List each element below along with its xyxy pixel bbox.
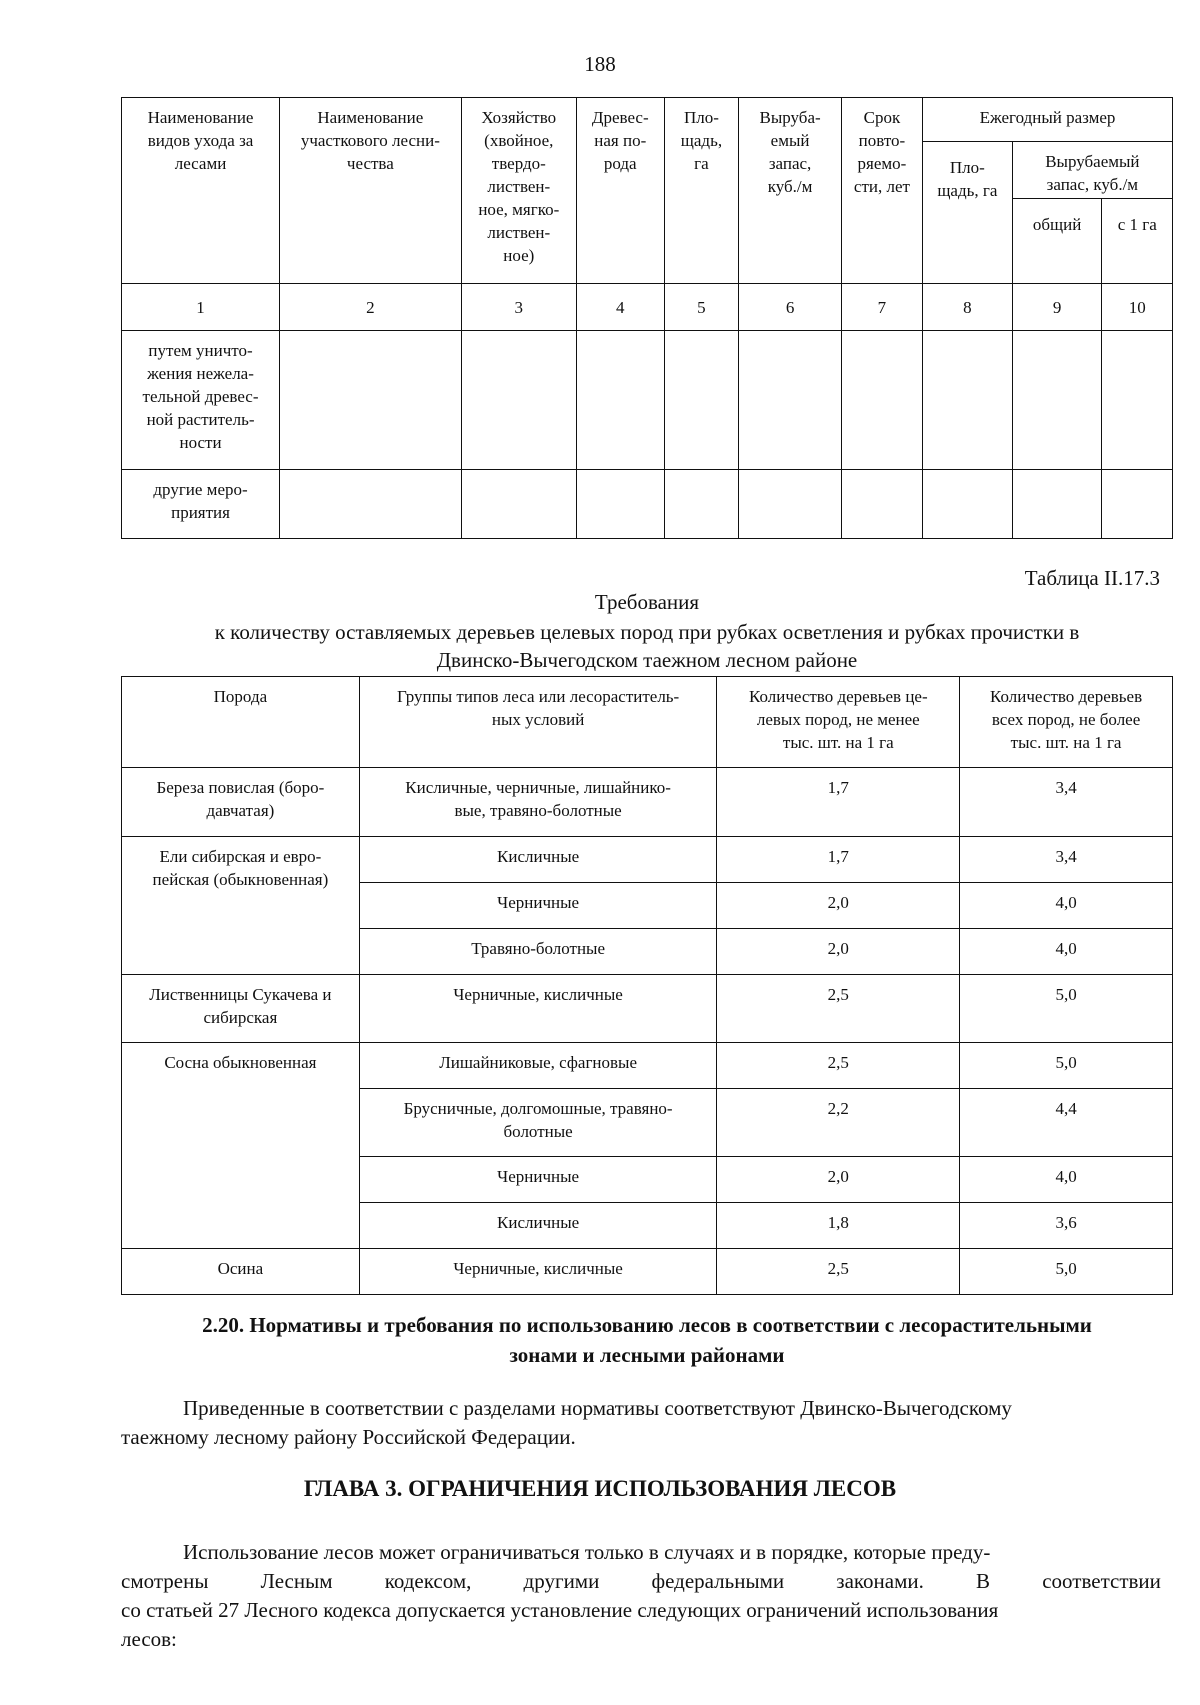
all-cell: 5,0 — [960, 975, 1173, 1043]
group-cell — [359, 1043, 717, 1089]
text-line: ряемо- — [857, 154, 907, 173]
all-cell: 3,4 — [960, 837, 1173, 883]
text-line: давчатая) — [206, 801, 275, 820]
text-line: Сосна обыкновенная — [164, 1053, 317, 1072]
all-cell: 3,4 — [960, 768, 1173, 837]
column-number: 3 — [461, 284, 576, 331]
text-line: емый — [770, 131, 810, 150]
all-cell: 4,0 — [960, 883, 1173, 929]
text-line: Черничные, кисличные — [453, 985, 623, 1004]
text-line: щадь, — [680, 131, 723, 150]
section-heading-line: зонами и лесными районами — [509, 1343, 785, 1367]
text-line: щадь, га — [937, 181, 998, 200]
target-cell: 2,5 — [717, 1249, 960, 1295]
target-cell: 2,5 — [717, 975, 960, 1043]
species-cell — [122, 1043, 360, 1249]
text-line: Количество деревьев — [990, 687, 1143, 706]
table-row — [122, 837, 1173, 883]
table-row — [122, 768, 1173, 837]
target-cell: 2,0 — [717, 883, 960, 929]
column-number: 9 — [1012, 284, 1102, 331]
text-line: ных условий — [491, 710, 585, 729]
target-cell: 1,7 — [717, 837, 960, 883]
word: другими — [523, 1569, 600, 1593]
text-line: Ели сибирская и евро- — [159, 847, 322, 866]
target-cell: 2,0 — [717, 929, 960, 975]
table-row — [122, 1249, 1173, 1295]
group-cell — [359, 975, 717, 1043]
paragraph — [121, 1538, 1161, 1654]
text-line: Древес- — [591, 108, 649, 127]
target-cell: 1,7 — [717, 768, 960, 837]
page-number: 188 — [584, 52, 616, 76]
all-cell: 4,0 — [960, 929, 1173, 975]
word: В — [976, 1569, 991, 1593]
text-line: тыс. шт. на 1 га — [1010, 733, 1122, 752]
header-forest-groups — [359, 677, 717, 768]
text-line: повто- — [858, 131, 906, 150]
row-label — [122, 470, 280, 539]
text-line: Брусничные, долгомошные, травяно- — [403, 1099, 673, 1118]
text-line: ности — [179, 433, 222, 452]
paragraph-line: Использование лесов может ограничиваться только в случаях и в порядке, которые преду- — [183, 1540, 991, 1564]
text-line: (хвойное, — [484, 131, 554, 150]
header-volume-per-ha: с 1 га — [1102, 199, 1173, 284]
paragraph-line — [121, 1567, 1161, 1596]
word: Лесным — [260, 1569, 333, 1593]
paragraph — [121, 1394, 1161, 1452]
text-line: тыс. шт. на 1 га — [782, 733, 894, 752]
header-annual-size: Ежегодный размер — [923, 98, 1173, 142]
text-line: Хозяйство — [481, 108, 557, 127]
text-line: твердо- — [491, 154, 546, 173]
text-line: ное, мягко- — [478, 200, 560, 219]
target-cell: 1,8 — [717, 1203, 960, 1249]
header-annual-area — [923, 142, 1013, 284]
word: законами. — [836, 1569, 924, 1593]
target-cell: 2,2 — [717, 1089, 960, 1157]
column-number: 10 — [1102, 284, 1173, 331]
species-cell — [122, 1249, 360, 1295]
all-cell: 5,0 — [960, 1249, 1173, 1295]
group-cell — [359, 837, 717, 883]
text-line: ное) — [503, 246, 535, 265]
group-cell — [359, 768, 717, 837]
column-number: 1 — [122, 284, 280, 331]
text-line: Травяно-болотные — [471, 939, 606, 958]
row-label — [122, 331, 280, 470]
target-cell: 2,5 — [717, 1043, 960, 1089]
header-economy — [461, 98, 576, 284]
text-line: Пло- — [949, 158, 985, 177]
text-line: запас, куб./м — [1046, 175, 1139, 194]
text-line: ная по- — [594, 131, 647, 150]
text-line: Наименование — [147, 108, 254, 127]
column-number: 7 — [841, 284, 922, 331]
column-number: 6 — [739, 284, 842, 331]
text-line: чества — [346, 154, 394, 173]
table-number-label: Таблица II.17.3 — [1024, 566, 1160, 590]
species-cell — [122, 837, 360, 975]
word: федеральными — [651, 1569, 785, 1593]
text-line: Количество деревьев це- — [748, 687, 928, 706]
section-heading-line: 2.20. Нормативы и требования по использованию лесов в соответствии с лесорастительными — [202, 1313, 1092, 1337]
header-species: Порода — [122, 677, 360, 768]
text-line: болотные — [503, 1122, 573, 1141]
table-row — [122, 1043, 1173, 1089]
text-line: Выруба- — [759, 108, 821, 127]
text-line: жения нежела- — [147, 364, 254, 383]
group-cell — [359, 929, 717, 975]
text-line: ной раститель- — [146, 410, 255, 429]
paragraph-line: Приведенные в соответствии с разделами нормативы соответствуют Двинско-Вычегодскому — [183, 1396, 1012, 1420]
text-line: рода — [603, 154, 637, 173]
text-line: вые, травяно-болотные — [454, 801, 622, 820]
text-line: Срок — [863, 108, 901, 127]
table-row — [122, 470, 1173, 539]
care-types-table — [121, 97, 1173, 539]
text-line: Осина — [217, 1259, 264, 1278]
text-line: куб./м — [767, 177, 813, 196]
header-cut-volume — [739, 98, 842, 284]
text-line: га — [694, 154, 709, 173]
header-all-count — [960, 677, 1173, 768]
table-row — [122, 331, 1173, 470]
text-line: левых пород, не менее — [756, 710, 920, 729]
text-line: листвен- — [487, 223, 551, 242]
all-cell: 4,0 — [960, 1157, 1173, 1203]
species-cell — [122, 975, 360, 1043]
paragraph-line: лесов: — [121, 1627, 177, 1651]
table-caption-title: Требования — [594, 590, 700, 614]
text-line: Кисличные — [497, 847, 580, 866]
group-cell — [359, 1203, 717, 1249]
text-line: Черничные — [497, 893, 580, 912]
text-line: Наименование — [317, 108, 424, 127]
header-target-count — [717, 677, 960, 768]
header-tree-species — [576, 98, 664, 284]
text-line: видов ухода за — [147, 131, 254, 150]
group-cell — [359, 883, 717, 929]
text-line: Вырубаемый — [1045, 152, 1140, 171]
text-line: Лиственницы Сукачева и — [149, 985, 332, 1004]
species-cell — [122, 768, 360, 837]
column-number: 2 — [280, 284, 462, 331]
text-line: Пло- — [683, 108, 719, 127]
table-caption-line: к количеству оставляемых деревьев целевых пород при рубках осветления и рубках прочистки в — [214, 620, 1080, 644]
column-number: 8 — [923, 284, 1013, 331]
section-heading — [121, 1310, 1173, 1370]
text-line: приятия — [171, 503, 230, 522]
header-area — [664, 98, 739, 284]
word: смотрены — [121, 1569, 209, 1593]
text-line: путем уничто- — [148, 341, 253, 360]
text-line: всех пород, не более — [991, 710, 1141, 729]
table-row — [122, 975, 1173, 1043]
target-cell: 2,0 — [717, 1157, 960, 1203]
text-line: Береза повислая (боро- — [156, 778, 325, 797]
text-line: лесами — [174, 154, 227, 173]
header-care-types — [122, 98, 280, 284]
header-repeat-period — [841, 98, 922, 284]
text-line: запас, — [768, 154, 812, 173]
all-cell: 5,0 — [960, 1043, 1173, 1089]
header-forestry-district — [280, 98, 462, 284]
text-line: листвен- — [487, 177, 551, 196]
column-numbers-row — [122, 284, 1173, 331]
word: соответствии — [1042, 1569, 1161, 1593]
word: кодексом, — [384, 1569, 472, 1593]
text-line: тельной древес- — [142, 387, 259, 406]
text-line: Кисличные, черничные, лишайнико- — [405, 778, 671, 797]
column-number: 4 — [576, 284, 664, 331]
table-caption-line: Двинско-Вычегодском таежном лесном районе — [436, 648, 858, 672]
text-line: сибирская — [203, 1008, 278, 1027]
text-line: Лишайниковые, сфагновые — [439, 1053, 638, 1072]
text-line: участкового лесни- — [300, 131, 440, 150]
paragraph-line: со статьей 27 Лесного кодекса допускается установление следующих ограничений использования — [121, 1598, 999, 1622]
chapter-heading: ГЛАВА 3. ОГРАНИЧЕНИЯ ИСПОЛЬЗОВАНИЯ ЛЕСОВ — [303, 1476, 897, 1501]
header-volume-total: общий — [1012, 199, 1102, 284]
group-cell — [359, 1089, 717, 1157]
text-line: Группы типов леса или лесораститель- — [397, 687, 680, 706]
column-number: 5 — [664, 284, 739, 331]
text-line: другие меро- — [153, 480, 248, 499]
tree-requirements-table — [121, 676, 1173, 1295]
text-line: Черничные — [497, 1167, 580, 1186]
text-line: Кисличные — [497, 1213, 580, 1232]
group-cell — [359, 1249, 717, 1295]
group-cell — [359, 1157, 717, 1203]
paragraph-line: таежному лесному району Российской Федерации. — [121, 1425, 576, 1449]
all-cell: 3,6 — [960, 1203, 1173, 1249]
header-annual-volume — [1012, 142, 1172, 199]
text-line: сти, лет — [853, 177, 910, 196]
text-line: Черничные, кисличные — [453, 1259, 623, 1278]
text-line: пейская (обыкновенная) — [152, 870, 329, 889]
all-cell: 4,4 — [960, 1089, 1173, 1157]
